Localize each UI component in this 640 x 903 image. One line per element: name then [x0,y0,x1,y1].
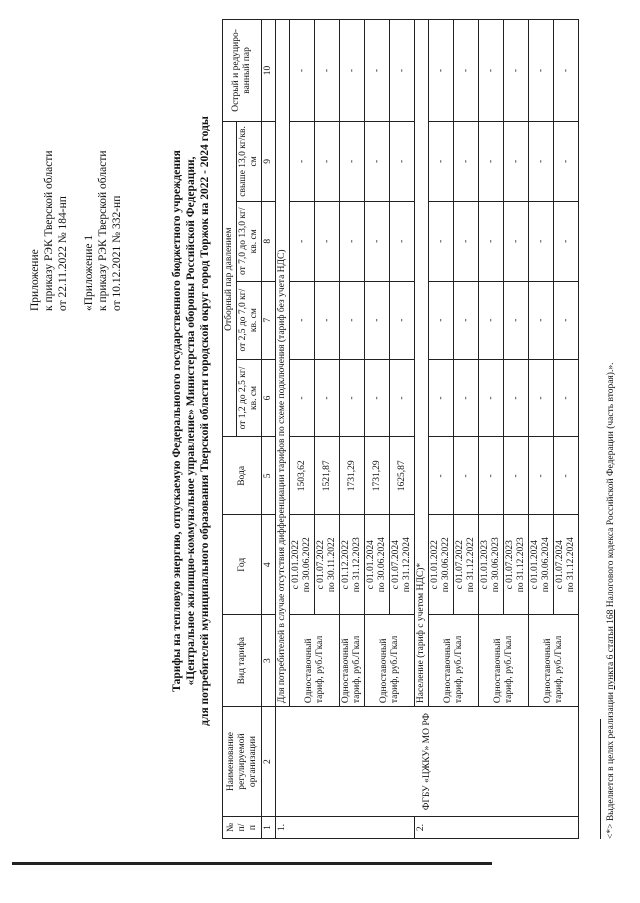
dash-cell: - [290,20,315,122]
dash-cell: - [554,121,579,201]
footnote-link[interactable]: пункта 6 статьи 168 [606,609,616,690]
rotated-document-page [10,11,630,851]
col-number: 7 [262,281,276,359]
col-number: 5 [262,437,276,515]
dash-cell: - [529,359,554,437]
period-cell: с 01.07.2023 по 31.12.2023 [504,515,529,615]
scan-edge-line [12,862,492,865]
water-value: 1521,87 [315,437,340,515]
header-steam: Отборный пар давлением [223,121,237,436]
dash-cell: - [454,20,479,122]
dash-cell: - [290,201,315,281]
dash-cell: - [529,20,554,122]
appendix-line: от 10.12.2021 № 332-нп [111,195,123,311]
tariff-type: Одноставочный тариф, руб./Гкал [290,615,340,707]
period-cell: с 01.12.2022 по 31.12.2023 [340,515,365,615]
dash-cell: - [315,201,340,281]
period-cell: с 01.01.2022 по 30.06.2022 [290,515,315,615]
dash-cell: - [365,359,390,437]
dash-cell: - [340,20,365,122]
period-cell: с 01.07.2022 по 30.11.2022 [315,515,340,615]
col-number: 4 [262,515,276,615]
header-sharp-steam: Острый и редуциро-ванный пар [223,20,262,122]
dash-cell: - [479,20,504,122]
header-tariff-type: Вид тарифа [223,615,262,707]
dash-cell: - [429,359,454,437]
dash-cell: - [340,281,365,359]
dash-cell: - [365,201,390,281]
header-pressure-1: от 1,2 до 2,5 кг/кв. см [237,359,262,437]
dash-cell: - [429,121,454,201]
dash-cell: - [554,281,579,359]
dash-cell: - [504,20,529,122]
org-name: ФГБУ «ЦЖКУ» МО РФ [276,707,579,817]
footnote: <*> Выделяется в целях реализации пункта 6 статьи 168 Налогового кодекса Российской Федерации (часть вторая).». [606,362,616,839]
header-num: № п/ п [223,817,262,839]
dash-cell: - [315,121,340,201]
header-water: Вода [223,437,262,515]
dash-cell: - [390,359,415,437]
header-year: Год [223,515,262,615]
water-value: 1503,62 [290,437,315,515]
dash-cell: - [365,121,390,201]
header-row [223,20,237,839]
dash-cell: - [504,359,529,437]
period-cell: с 01.07.2022 по 31.12.2022 [454,515,479,615]
col-number: 8 [262,201,276,281]
dash-cell: - [529,121,554,201]
dash-cell: - [290,281,315,359]
dash-cell: - [390,201,415,281]
period-cell: с 01.01.2023 по 30.06.2023 [479,515,504,615]
title-line: «Центральное жилищно-коммунальное управление» Министерства обороны Российской Федерации, [185,156,197,686]
dash-cell: - [315,20,340,122]
dash-cell: - [290,121,315,201]
dash-cell: - [554,20,579,122]
header-org: Наименование регулируемой организации [223,707,262,817]
header-pressure-4: свыше 13,0 кг/кв. см [237,121,262,201]
dash-cell: - [340,359,365,437]
dash-cell: - [479,201,504,281]
dash-cell: - [529,281,554,359]
column-number-row [262,20,276,839]
header-pressure-3: от 7,0 до 13,0 кг/кв. см [237,201,262,281]
dash-cell: - [340,121,365,201]
tariff-table [222,19,579,839]
period-cell: с 01.01.2024 по 30.06.2024 [529,515,554,615]
footnote-separator [600,719,601,839]
dash-cell: - [390,281,415,359]
section1-num: 1. [276,817,415,839]
water-value: - [429,437,454,515]
tariff-type: Одноставочный тариф, руб./Гкал [340,615,365,707]
document-title [170,31,212,811]
dash-cell: - [479,359,504,437]
water-value: - [479,437,504,515]
dash-cell: - [554,359,579,437]
period-cell: с 01.01.2022 по 30.06.2022 [429,515,454,615]
dash-cell: - [554,201,579,281]
dash-cell: - [290,359,315,437]
dash-cell: - [315,359,340,437]
dash-cell: - [454,359,479,437]
dash-cell: - [454,281,479,359]
water-value: - [529,437,554,515]
section2-num: 2. [415,817,579,839]
period-cell: с 01.01.2024 по 30.06.2024 [365,515,390,615]
col-number: 3 [262,615,276,707]
tariff-type: Одноставочный тариф, руб./Гкал [529,615,579,707]
water-value: 1731,29 [340,437,365,515]
water-value: - [454,437,479,515]
appendix-line: Приложение [29,249,41,311]
dash-cell: - [429,281,454,359]
dash-cell: - [504,281,529,359]
dash-cell: - [429,201,454,281]
dash-cell: - [454,121,479,201]
col-number: 6 [262,359,276,437]
title-line: для потребителей муниципального образования Тверской области городской округ город Торжок на 2022 - 2024 годы [199,116,211,726]
water-value: 1625,87 [390,437,415,515]
col-number: 2 [262,707,276,817]
period-cell: с 01.07.2024 по 31.12.2024 [390,515,415,615]
dash-cell: - [479,121,504,201]
section2-label: Население (тариф с учетом НДС)* [415,20,429,707]
appendix-line: от 22.11.2022 № 184-нп [57,196,69,311]
water-value: - [504,437,529,515]
dash-cell: - [504,201,529,281]
dash-cell: - [315,281,340,359]
dash-cell: - [340,201,365,281]
tariff-type: Одноставочный тариф, руб./Гкал [429,615,479,707]
period-cell: с 01.07.2024 по 31.12.2024 [554,515,579,615]
appendix-line: к приказу РЭК Тверской области [43,150,55,311]
header-pressure-2: от 2,5 до 7,0 кг/кв. см [237,281,262,359]
dash-cell: - [454,201,479,281]
col-number: 9 [262,121,276,201]
title-line: Тарифы на тепловую энергию, отпускаемую Федеральногого государственного бюджетного учреждения [171,150,183,692]
water-value: 1731,29 [365,437,390,515]
appendix-line: к приказу РЭК Тверской области [97,150,109,311]
section1-label: Для потребителей в случае отсутствия дифференциации тарифов по схеме подключения (тариф без учета НДС) [276,20,290,707]
water-value: - [554,437,579,515]
dash-cell: - [390,121,415,201]
tariff-type: Одноставочный тариф, руб./Гкал [365,615,415,707]
dash-cell: - [479,281,504,359]
col-number: 1 [262,817,276,839]
appendix-block [28,51,124,311]
dash-cell: - [365,20,390,122]
dash-cell: - [429,20,454,122]
tariff-type: Одноставочный тариф, руб./Гкал [479,615,529,707]
section1-label-row [276,20,290,839]
dash-cell: - [529,201,554,281]
dash-cell: - [365,281,390,359]
col-number: 10 [262,20,276,122]
dash-cell: - [504,121,529,201]
appendix-line: «Приложение 1 [83,234,95,311]
dash-cell: - [390,20,415,122]
